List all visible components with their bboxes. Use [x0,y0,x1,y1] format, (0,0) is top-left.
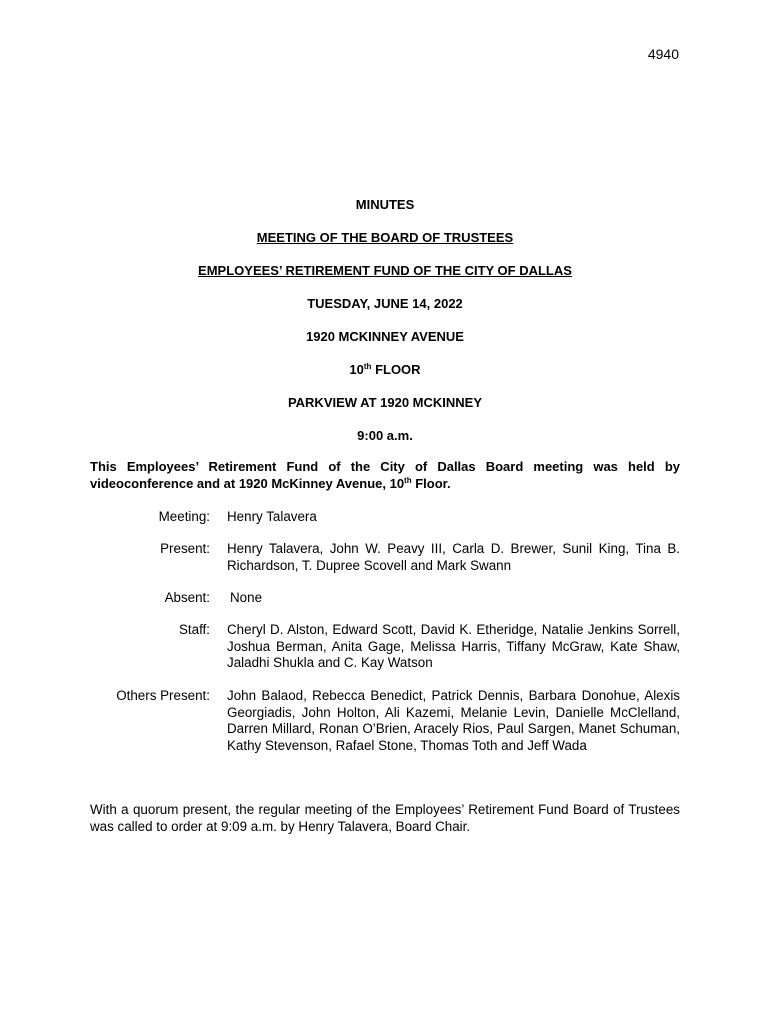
heading-address: 1920 MCKINNEY AVENUE [306,329,464,344]
meeting-label: Meeting: [158,509,210,524]
heading-venue: PARKVIEW AT 1920 MCKINNEY [287,395,483,410]
heading-floor [0,362,770,378]
heading-floor-word: FLOOR [371,362,421,377]
present-value: Henry Talavera, John W. Peavy III, Carla D. Brewer, Sunil King, Tina B. Richardson, T. Dupree Scovell and Mark Swann [227,541,680,573]
quorum-paragraph: With a quorum present, the regular meeting of the Employees’ Retirement Fund Board of Trustees was called to order at 9:09 a.m. by Henry Talavera, Board Chair. [90,802,680,834]
heading-meeting: MEETING OF THE BOARD OF TRUSTEES [256,230,514,245]
heading-floor-number: 10 [349,362,364,377]
intro-text-end: Floor. [411,476,451,491]
heading-time: 9:00 a.m. [357,428,413,443]
document-heading [0,197,770,461]
heading-organization: EMPLOYEES’ RETIREMENT FUND OF THE CITY OF DALLAS [198,263,572,278]
intro-paragraph [90,458,680,492]
intro-text: This Employees’ Retirement Fund of the City of Dallas Board meeting was held by videoconference and at 1920 McKinney Avenue, 10 [90,459,680,491]
present-label: Present: [160,541,210,556]
staff-value: Cheryl D. Alston, Edward Scott, David K. Etheridge, Natalie Jenkins Sorrell, Joshua Berman, Anita Gage, Melissa Harris, Tiffany McGraw, Kate Shaw, Jaladhi Shukla and C. Kay Watson [227,622,680,670]
meeting-value: Henry Talavera [227,509,317,524]
others-value: John Balaod, Rebecca Benedict, Patrick Dennis, Barbara Donohue, Alexis Georgiadis, John Holton, Ali Kazemi, Melanie Levin, Danielle McClelland, Darren Millard, Ronan O’Brien, Aracely Rios, Paul Sargen, Manet Schuman, Kathy Stevenson, Rafael Stone, Thomas Toth and Jeff Wada [227,688,680,753]
heading-floor-suffix: th [363,362,372,371]
page-number: 4940 [647,46,679,62]
heading-date: TUESDAY, JUNE 14, 2022 [307,296,463,311]
absent-value: None [230,590,263,605]
staff-label: Staff: [178,622,210,637]
intro-suffix: th [404,476,412,485]
others-label: Others Present: [116,688,210,703]
heading-title: MINUTES [355,197,415,212]
absent-label: Absent: [164,590,210,605]
